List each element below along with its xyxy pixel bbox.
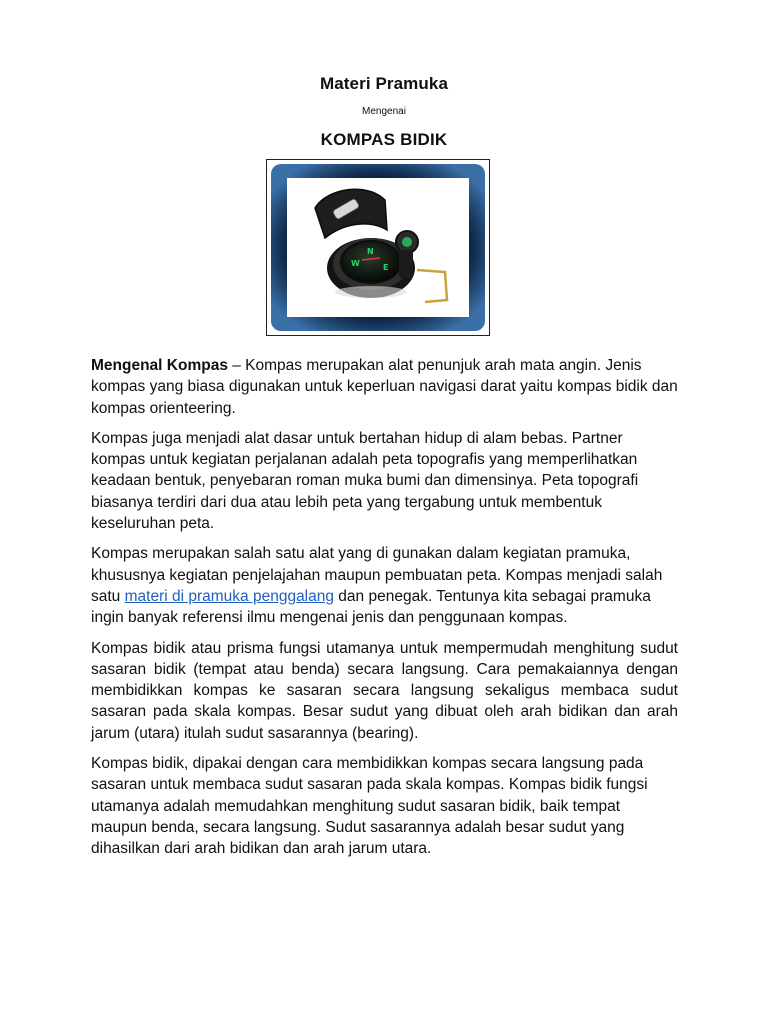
paragraph-3-before: Kompas merupakan salah satu alat yang di gunakan dalam kegiatan pramuka, khususnya kegiatan penjelajahan maupun pembuatan peta. Kompas menjadi salah satu: [91, 545, 663, 605]
document-subtitle: Mengenai: [362, 106, 406, 117]
paragraph-1-text: – Kompas merupakan alat penunjuk arah mata angin. Jenis kompas yang biasa digunakan untuk keperluan navigasi darat yaitu kompas bidik dan kompas orienteering.: [91, 357, 678, 417]
paragraph-3-after: dan penegak. Tentunya kita sebagai pramuka ingin banyak referensi ilmu mengenai jenis dan penggunaan kompas.: [91, 587, 651, 627]
svg-text:W: W: [351, 259, 360, 268]
paragraph-5: Kompas bidik, dipakai dengan cara membidikkan kompas secara langsung pada sasaran untuk membaca sudut sasaran pada skala kompas. Kompas bidik fungsi utamanya adalah memudahkan menghitung sudut sasaran bidik, baik tempat maupun benda, secara langsung. Sudut sasarannya adalah besar sudut yang dihasilkan dari arah bidikan dan arah jarum utara.: [91, 755, 648, 858]
svg-text:N: N: [367, 247, 374, 256]
document-title: Materi Pramuka: [319, 74, 448, 93]
compass-figure: [266, 159, 490, 336]
svg-text:E: E: [383, 263, 389, 272]
paragraph-2: Kompas juga menjadi alat dasar untuk bertahan hidup di alam bebas. Partner kompas untuk kegiatan perjalanan adalah peta topografis yang memperlihatkan keadaan bentuk, penyebaran roman muka bumi dan dimensinya. Peta topografi biasanya terdiri dari dua atau lebih peta yang tergabung untuk membentuk keseluruhan peta.: [91, 429, 639, 533]
paragraph-1: [91, 355, 678, 419]
document-heading: KOMPAS BIDIK: [320, 130, 448, 149]
article-body: [91, 355, 678, 869]
lensatic-compass-icon: [267, 160, 489, 335]
paragraph-1-lead: Mengenal Kompas: [91, 357, 228, 374]
paragraph-3: [91, 543, 678, 628]
paragraph-4: Kompas bidik atau prisma fungsi utamanya untuk mempermudah menghitung sudut sasaran bidik (tempat atau benda) secara langsung. Cara pemakaiannya dengan membidikkan kompas ke sasaran secara langsung sekaligus membaca sudut sasaran pada skala kompas. Besar sudut yang dibuat oleh arah bidikan dan arah jarum (utara) itulah sudut sasarannya (bearing).: [91, 639, 678, 742]
materi-pramuka-penggalang-link[interactable]: materi di pramuka penggalang: [124, 587, 334, 605]
